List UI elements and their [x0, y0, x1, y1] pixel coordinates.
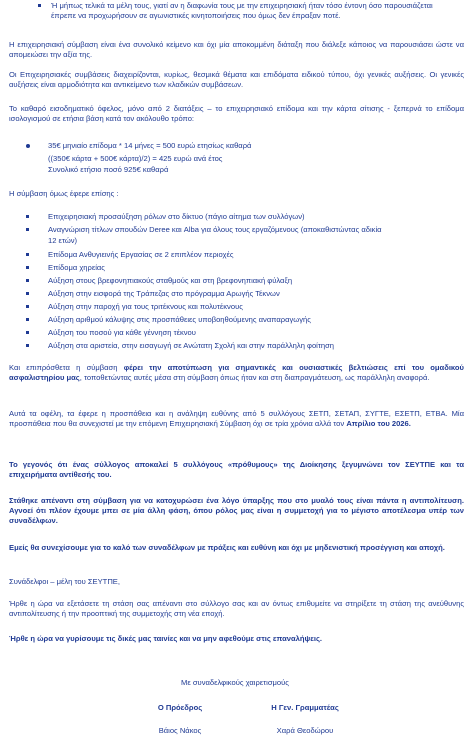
- paragraph-10: Ήρθε η ώρα να εξετάσετε τη στάση σας απέναντι στο σύλλογο σας και αν όντως επιθυμείτε να στηρίξετε τη στάση της ανεύθυνης αντιπολίτευσης ή την προοπτική της συμμετοχής στη νέα εποχή.: [9, 599, 464, 619]
- paragraph-3: Το καθαρό εισοδηματικό όφελος, μόνο από 2 διατάξεις – το επιχειρησιακό επίδομα και την κάρτα σίτισης - ξεπερνά το επίδομα ισολογισμού σε ετήσια βάση κατά τον ακόλουθο τρόπο:: [9, 104, 464, 124]
- paragraph-7: Στάθηκε απέναντι στη σύμβαση για να κατοχυρώσει ένα λόγο ύπαρξης που στο μυαλό τους είναι πάντα η αντιπολίτευση. Αγνοεί ότι πλέον έχουμε μπει σε μία άλλη φάση, όπου ρόλος μας είναι η συμμετοχή για το μέγιστο αποτέλεσμα υπέρ των συναδέλφων.: [9, 496, 464, 526]
- calc-text-1: 35€ μηνιαίο επίδομα * 14 μήνες = 500 ευρώ ετησίως καθαρά: [48, 141, 252, 150]
- bullet-marker: [26, 344, 29, 347]
- paragraph-9: Συνάδελφοι – μέλη του ΣΕΥΤΠΕ,: [9, 577, 120, 586]
- signature-right-name: Χαρά Θεοδώρου: [276, 726, 334, 735]
- calc-text-3: Συνολικό ετήσιο ποσό 925€ καθαρά: [48, 165, 169, 174]
- paragraph-5: Αυτά τα οφέλη, τα έφερε η προσπάθεια και η ανάληψη ευθύνης από 5 συλλόγους ΣΕΤΠ, ΣΕΤΑΠ, ΣΥΓΤΕ, ΕΣΕΤΠ, ΕΤΒΑ. Μία προσπάθεια που θα συνεχιστεί με την επόμενη Επιχειρησιακή Σύμβαση όχι σε τρία χρόνια αλλά τον Απρίλιο του 2026.: [9, 409, 464, 429]
- paragraph-4: Και επιπρόσθετα η σύμβαση φέρει την αποτύπωση για σημαντικές και ουσιαστικές βελτιώσεις επί του ομαδικού ασφαλιστηρίου μας, τοποθετώντας αυτές μέσα στη σύμβαση όπως ήταν και στη διαπραγμάτευση, ως παράλληλη αναφορά.: [9, 363, 464, 383]
- closing-salutation: Με συναδελφικούς χαιρετισμούς: [181, 678, 289, 687]
- signature-left-title: Ο Πρόεδρος: [157, 703, 203, 712]
- bullet-marker: [26, 279, 29, 282]
- bullet-marker: [26, 305, 29, 308]
- bullet-marker: [26, 215, 29, 218]
- signature-left-name: Βάιος Νάκος: [158, 726, 202, 735]
- bullet-marker: [26, 331, 29, 334]
- intro-bullet-text: Ή μήπως τελικά τα μέλη τους, γιατί αν η διαφωνία τους με την επιχειρησιακή ήταν τόσο έντονη όσο παρουσιάζεται έπρεπε να προχωρήσουν σε αγωνιστικές κινητοποιήσεις που όμως δεν έπραξαν ποτέ.: [51, 1, 433, 21]
- bullet-marker: [26, 266, 29, 269]
- list-item-continuation: 12 ετών): [48, 236, 78, 245]
- paragraph-11: Ήρθε η ώρα να γυρίσουμε τις δικές μας ταινίες και να μην αφεθούμε στις επαναλήψεις.: [9, 634, 323, 643]
- paragraph-6: Το γεγονός ότι ένας σύλλογος αποκαλεί 5 συλλόγους «πρόθυμους» της Διοίκησης ξεγυμνώνει τον ΣΕΥΤΠΕ και τα επιχειρήματα αντίθεσής του.: [9, 460, 464, 480]
- document-page: Ή μήπως τελικά τα μέλη τους, γιατί αν η διαφωνία τους με την επιχειρησιακή ήταν τόσο έντονη όσο παρουσιάζεται έπρεπε να προχωρήσουν σε αγωνιστικές κινητοποιήσεις που όμως δεν έπραξαν ποτέ. Η επιχειρησιακή σύμβαση είναι ένα συνολικό κείμενο και όχι μία αποκομμένη διάταξη που διάλεξε κάποιος να παρουσιάσει ώστε να απομειώσει την αξία της. Οι Επιχειρησιακές συμβάσεις διαχειρίζονται, κυρίως, θεσμικά θέματα και επιδόματα ειδικού τύπου, όχι γενικές αυξήσεις. Οι γενικές αυξήσεις είναι αρμοδιότητα και αντικείμενο των κλαδικών συμβάσεων. Το καθαρό εισοδηματικό όφελος, μόνο από 2 διατάξεις – το επιχειρησιακό επίδομα και την κάρτα σίτισης - ξεπερνά το επίδομα ισολογισμού σε ετήσια βάση κατά τον ακόλουθο τρόπο: 35€ μηνιαίο επίδομα * 14 μήνες = 500 ευρώ ετησίως καθαρά ((350€ κάρτα + 500€ κάρτα)/2) = 425 ευρώ ανά έτος Συνολικό ετήσιο ποσό 925€ καθαρά Η σύμβαση όμως έφερε επίσης : Επιχειρησιακή προσαύξηση ρόλων στο δίκτυο (πάγιο αίτημα των συλλόγων) Αναγνώριση τίτλων σπουδών Deree και Alba για όλους τους εργαζόμενους (αποκαθιστώντας αδικία 12 ετών) Επίδομα Ανθυγιεινής Εργασίας σε 2 επιπλέον περιοχές Επίδομα χηρείας Αύξηση στους βρεφονηπιακούς σταθμούς και στη βρεφονηπιακή φύλαξη Αύξηση στην εισφορά της Τράπεζας στο πρόγραμμα Αρωγής Τέκνων Αύξηση στην παροχή για τους τριτέκνους και πολυτέκνους Αύξηση αριθμού κάλυψης στις προσπάθειες υποβοηθούμενης αναπαραγωγής Αύξηση του ποσού για κάθε γέννηση τέκνου Αύξηση στα αριστεία, στην εισαγωγή σε Ανώτατη Σχολή και στην παράλληλη φοίτηση Και επιπρόσθετα η σύμβαση φέρει την αποτύπωση για σημαντικές και ουσιαστικές βελτιώσεις επί του ομαδικού ασφαλιστηρίου μας, τοποθετώντας αυτές μέσα στη σύμβαση όπως ήταν και στη διαπραγμάτευση, ως παράλληλη αναφορά. Αυτά τα οφέλη, τα έφερε η προσπάθεια και η ανάληψη ευθύνης από 5 συλλόγους ΣΕΤΠ, ΣΕΤΑΠ, ΣΥΓΤΕ, ΕΣΕΤΠ, ΕΤΒΑ. Μία προσπάθεια που θα συνεχιστεί με την επόμενη Επιχειρησιακή Σύμβαση όχι σε τρία χρόνια αλλά τον Απρίλιο του 2026. Το γεγονός ότι ένας σύλλογος αποκαλεί 5 συλλόγους «πρόθυμους» της Διοίκησης ξεγυμνώνει τον ΣΕΥΤΠΕ και τα επιχειρήματα αντίθεσής του. Στάθηκε απέναντι στη σύμβαση για να κατοχυρώσει ένα λόγο ύπαρξης που στο μυαλό τους είναι πάντα η αντιπολίτευση. Αγνοεί ότι πλέον έχουμε μπει σε μία άλλη φάση, όπου ρόλος μας είναι η συμμετοχή για το μέγιστο αποτέλεσμα υπέρ των συναδέλφων. Εμείς θα συνεχίσουμε για το καλό των συναδέλφων με πράξεις και ευθύνη και όχι με μηδενιστική προσέγγιση και αποχή. Συνάδελφοι – μέλη του ΣΕΥΤΠΕ, Ήρθε η ώρα να εξετάσετε τη στάση σας απέναντι στο σύλλογο σας και αν όντως επιθυμείτε να στηρίξετε τη στάση της ανεύθυνης αντιπολίτευσης ή την προοπτική της συμμετοχής στη νέα εποχή. Ήρθε η ώρα να γυρίσουμε τις δικές μας ταινίες και να μην αφεθούμε στις επαναλήψεις. Με συναδελφικούς χαιρετισμούς Ο Πρόεδρος Η Γεν. Γραμματέας Βάιος Νάκος Χαρά Θεοδώρου: [0, 0, 470, 745]
- bullet-marker: [26, 144, 30, 148]
- calc-item-2: [48, 154, 448, 164]
- bullet-marker: [26, 228, 29, 231]
- bullet-marker: [38, 4, 41, 7]
- calc-text-2: ((350€ κάρτα + 500€ κάρτα)/2) = 425 ευρώ ανά έτος: [48, 154, 223, 163]
- calc-item-3: [48, 165, 448, 175]
- paragraph-2: Οι Επιχειρησιακές συμβάσεις διαχειρίζονται, κυρίως, θεσμικά θέματα και επιδόματα ειδικού τύπου, όχι γενικές αυξήσεις. Οι γενικές αυξήσεις είναι αρμοδιότητα και αντικείμενο των κλαδικών συμβάσεων.: [9, 70, 464, 90]
- bullet-marker: [26, 318, 29, 321]
- paragraph-8: Εμείς θα συνεχίσουμε για το καλό των συναδέλφων με πράξεις και ευθύνη και όχι με μηδενιστική προσέγγιση και αποχή.: [9, 543, 445, 552]
- paragraph-1: Η επιχειρησιακή σύμβαση είναι ένα συνολικό κείμενο και όχι μία αποκομμένη διάταξη που διάλεξε κάποιος να παρουσιάσει ώστε να απομειώσει την αξία της.: [9, 40, 464, 60]
- bullet-marker: [26, 292, 29, 295]
- bullet-marker: [26, 253, 29, 256]
- signature-right-title: Η Γεν. Γραμματέας: [271, 703, 339, 712]
- brought-label: Η σύμβαση όμως έφερε επίσης :: [9, 189, 119, 198]
